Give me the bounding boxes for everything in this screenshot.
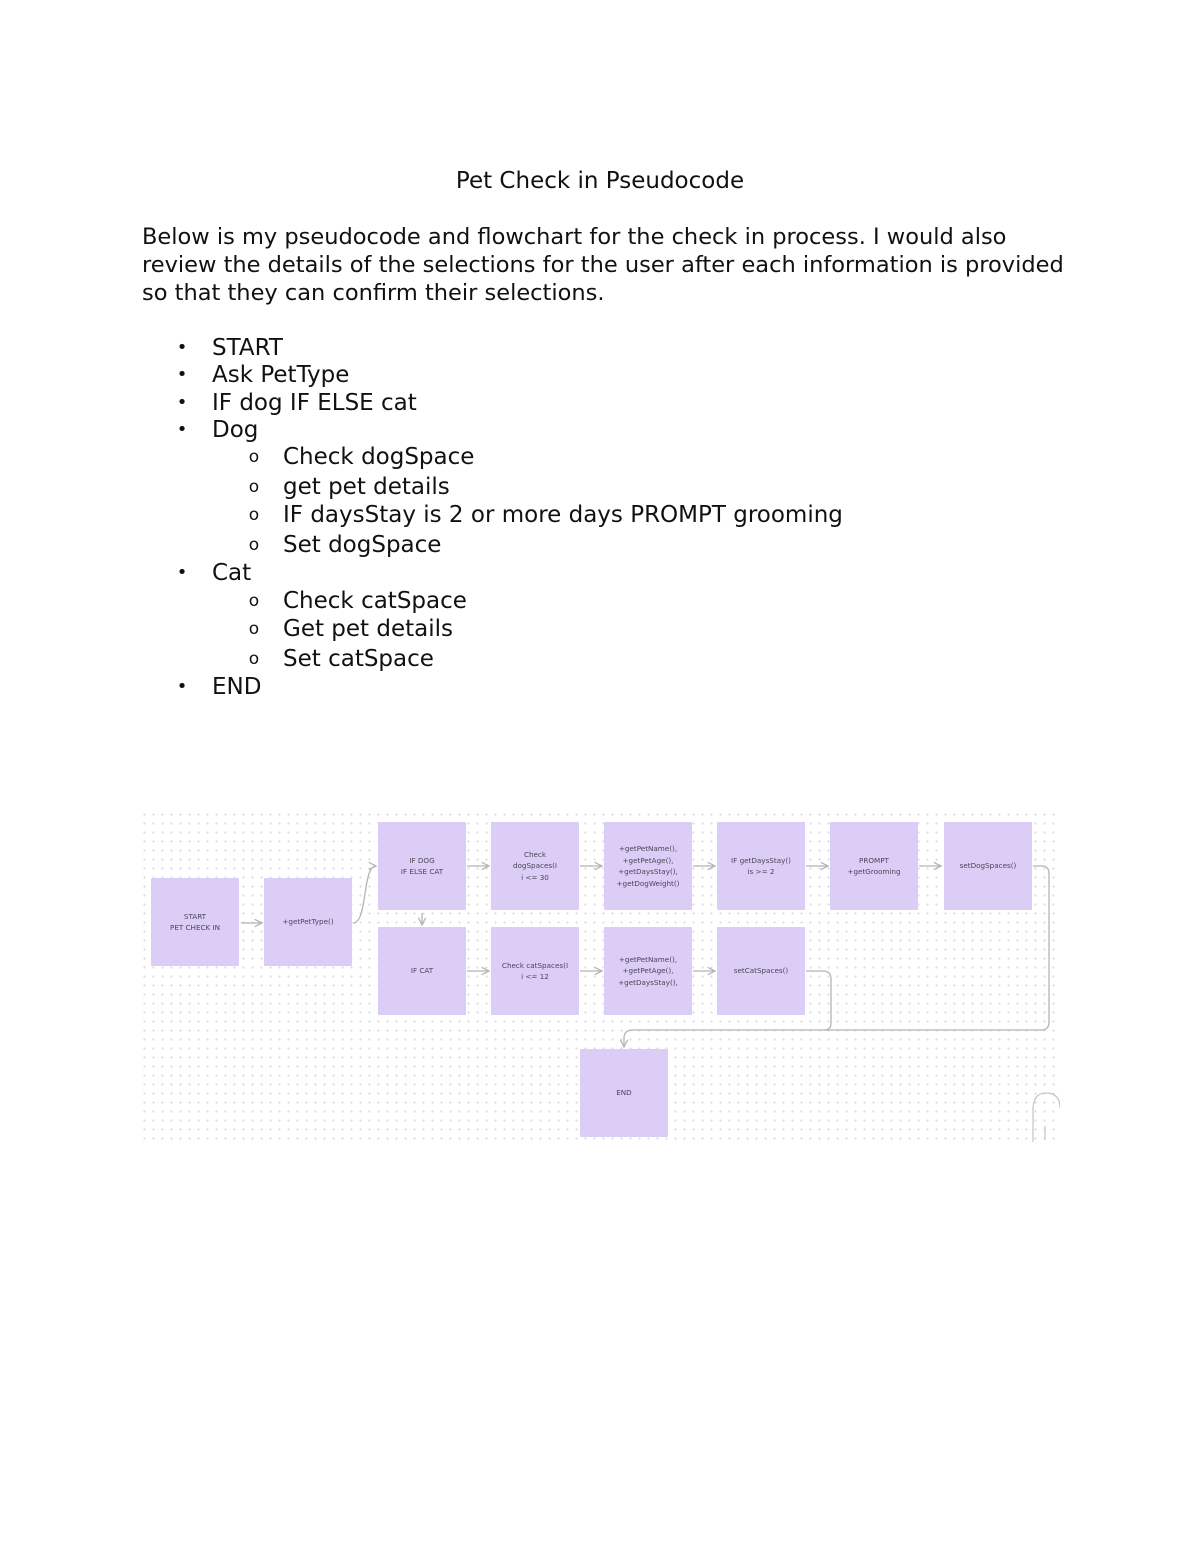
node-check-cat-space: Check catSpaces(I i <= 12	[491, 927, 579, 1015]
pseudocode-item-text: Check dogSpace	[283, 444, 475, 470]
sub-bullet-marker: o	[248, 591, 260, 611]
node-get-pet-type: +getPetType()	[264, 878, 352, 966]
node-if-dog: IF DOG IF ELSE CAT	[378, 822, 466, 910]
pseudocode-item-text: Ask PetType	[212, 362, 350, 388]
node-set-cat-space: setCatSpaces()	[717, 927, 805, 1015]
node-if-days-stay: IF getDaysStay() is >= 2	[717, 822, 805, 910]
pseudocode-item-text: Cat	[212, 560, 252, 586]
pseudocode-item-text: Dog	[212, 417, 259, 443]
partial-shape-edge	[1033, 1093, 1060, 1142]
bullet-marker: •	[176, 419, 188, 440]
pseudocode-item-text: Set catSpace	[283, 646, 434, 672]
pseudocode-item-text: Get pet details	[283, 616, 454, 642]
bullet-marker: •	[176, 676, 188, 697]
edge-getpettype-to-ifdog	[353, 866, 376, 923]
sub-bullet-marker: o	[248, 477, 260, 497]
bullet-marker: •	[176, 364, 188, 385]
pseudocode-item-text: Check catSpace	[283, 588, 467, 614]
pseudocode-item-text: START	[212, 335, 283, 361]
pseudocode-item-text: get pet details	[283, 474, 450, 500]
node-cat-details: +getPetName(), +getPetAge(), +getDaysStay(),	[604, 927, 692, 1015]
sub-bullet-marker: o	[248, 535, 260, 555]
pseudocode-item-text: IF daysStay is 2 or more days PROMPT grooming	[283, 502, 843, 528]
pseudocode-item-text: IF dog IF ELSE cat	[212, 390, 417, 416]
bullet-marker: •	[176, 562, 188, 583]
node-check-dog-space: Check dogSpaces(I i <= 30	[491, 822, 579, 910]
bullet-marker: •	[176, 337, 188, 358]
flowchart	[140, 810, 1060, 1145]
node-end: END	[580, 1049, 668, 1137]
bullet-marker: •	[176, 392, 188, 413]
edge-setcat-to-end	[806, 971, 831, 1030]
sub-bullet-marker: o	[248, 505, 260, 525]
node-set-dog-space: setDogSpaces()	[944, 822, 1032, 910]
sub-bullet-marker: o	[248, 447, 260, 467]
sub-bullet-marker: o	[248, 649, 260, 669]
page-title: Pet Check in Pseudocode	[455, 168, 745, 194]
sub-bullet-marker: o	[248, 619, 260, 639]
pseudocode-item-text: Set dogSpace	[283, 532, 442, 558]
node-prompt-grooming: PROMPT +getGrooming	[830, 822, 918, 910]
pseudocode-item-text: END	[212, 674, 262, 700]
node-if-cat: IF CAT	[378, 927, 466, 1015]
node-dog-details: +getPetName(), +getPetAge(), +getDaysStay(), +getDogWeight()	[604, 822, 692, 910]
node-start: START PET CHECK IN	[151, 878, 239, 966]
intro-paragraph: Below is my pseudocode and flowchart for the check in process. I would also review the details of the selections for the user after each information is provided so that they can confirm their selections.	[142, 224, 1064, 306]
